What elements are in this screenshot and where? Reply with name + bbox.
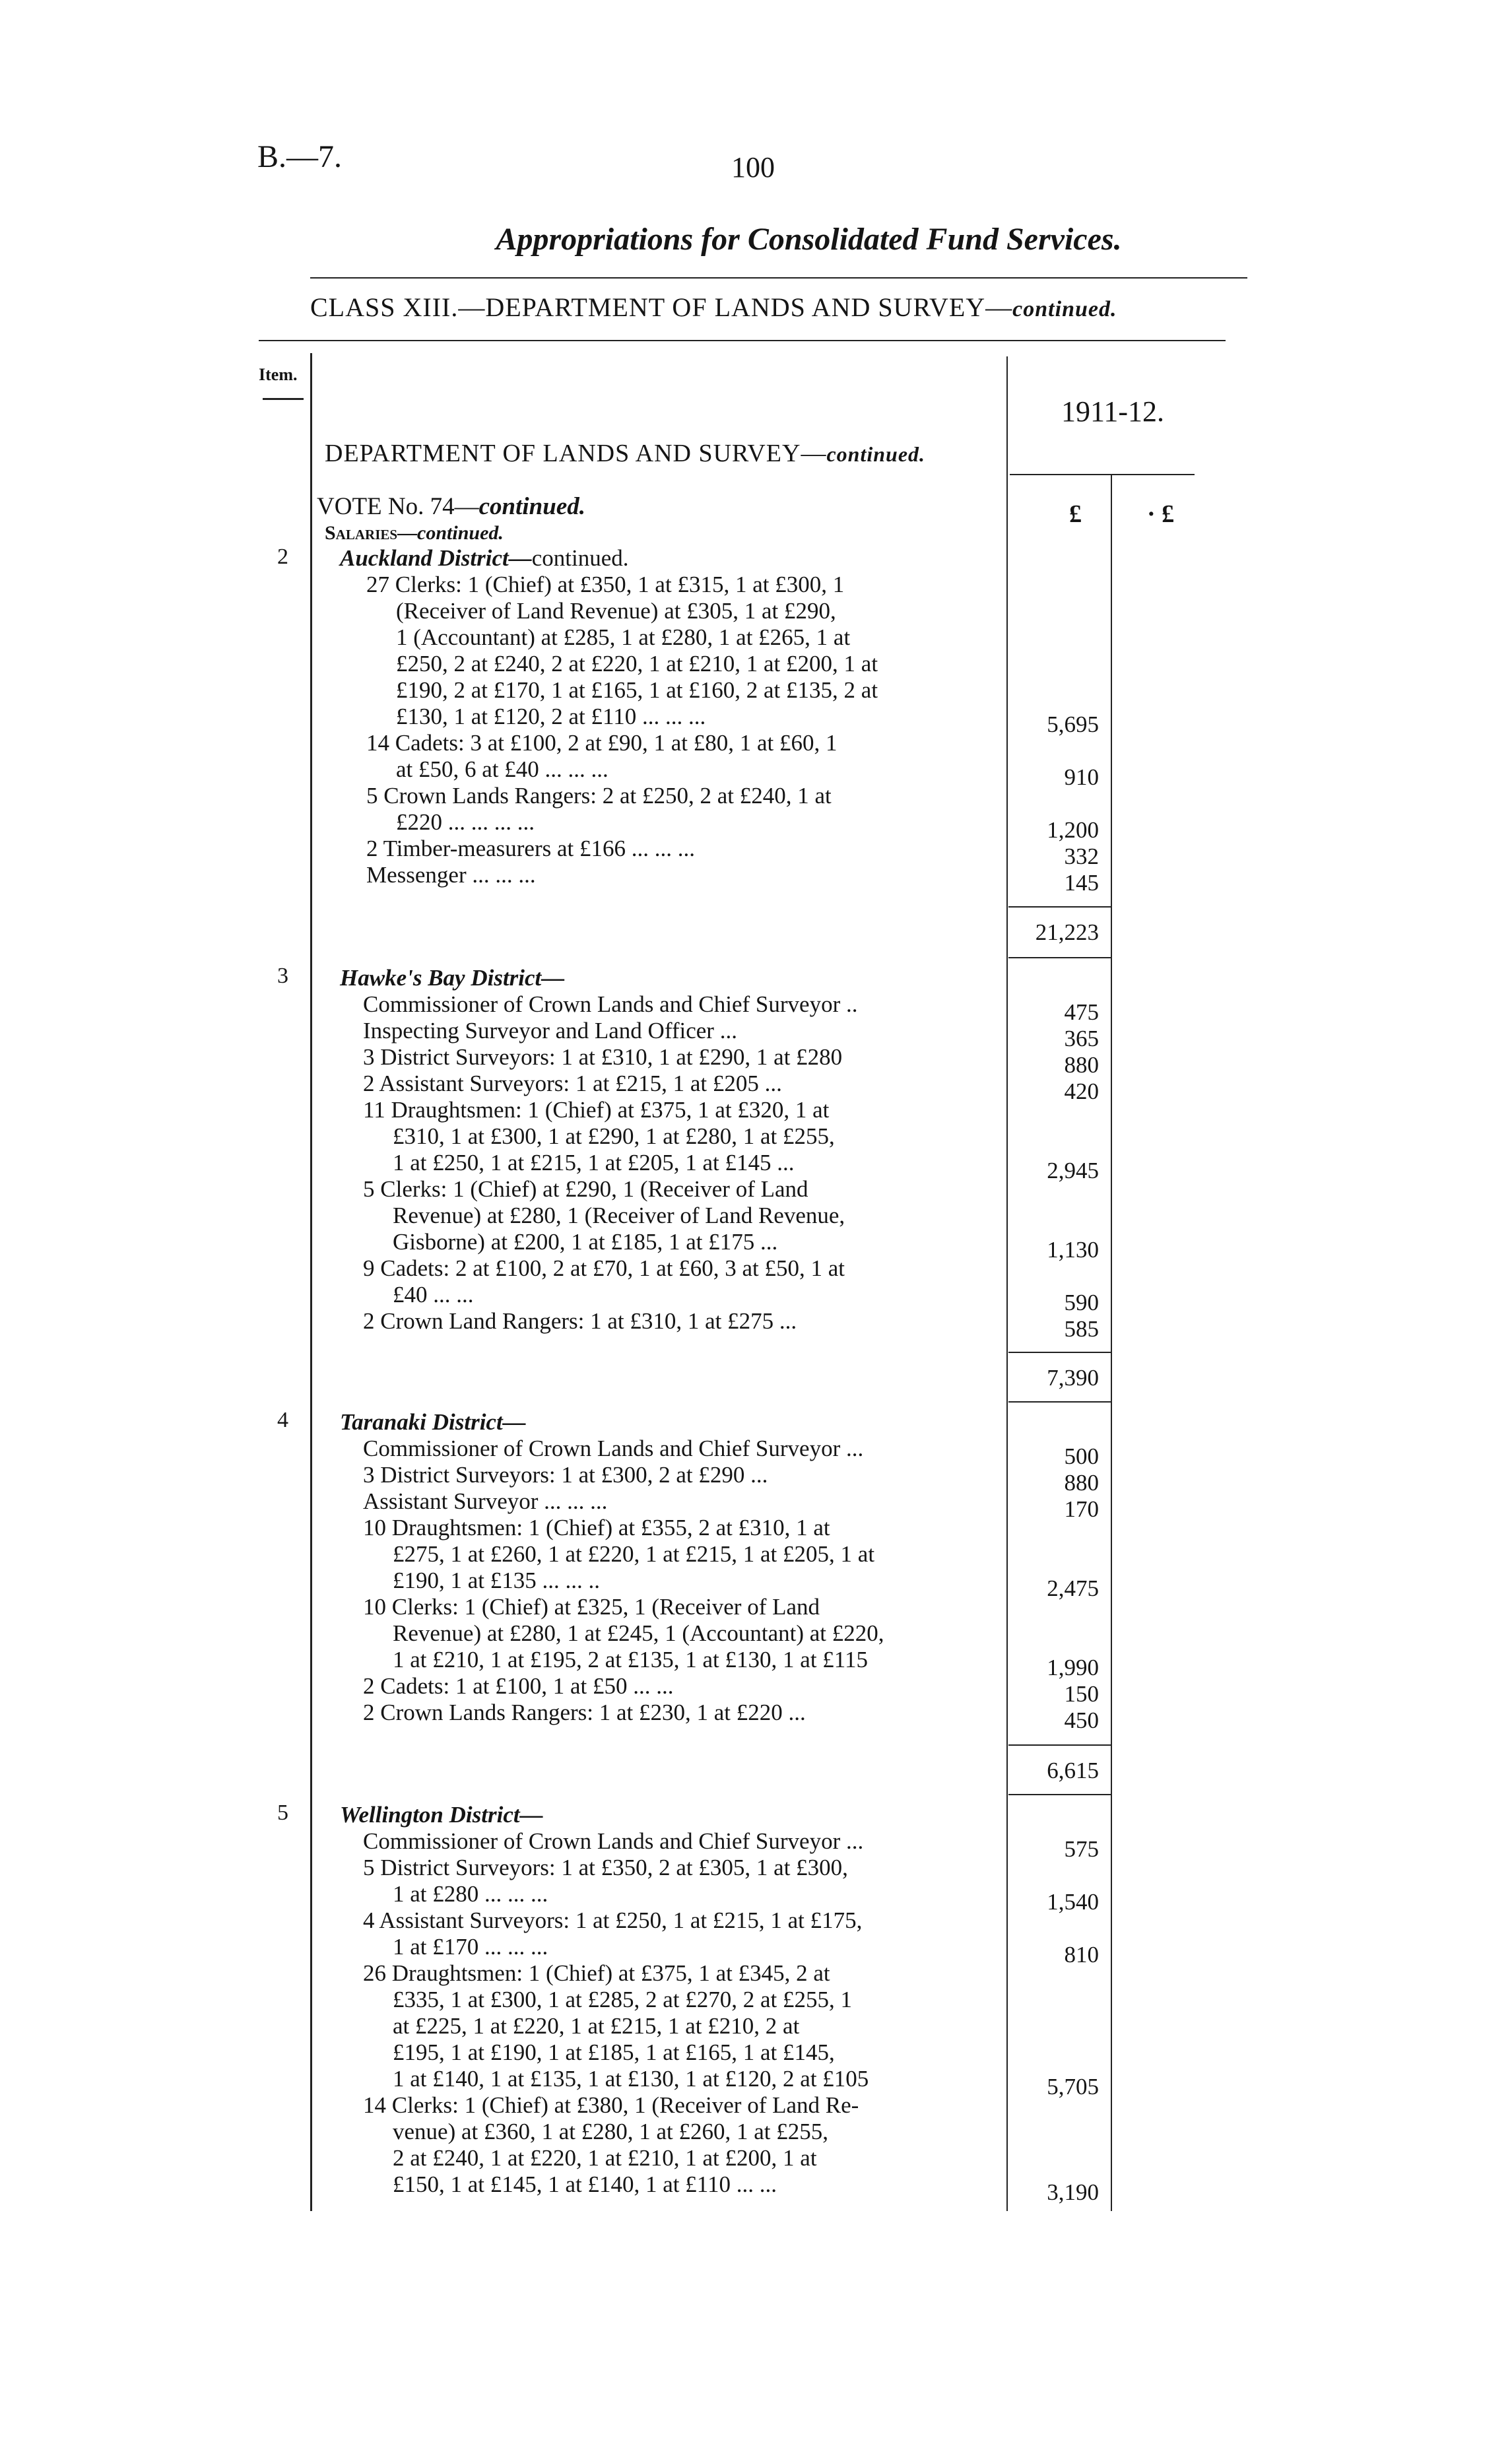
amount: 5,705 (1047, 2074, 1099, 2100)
section-total: 6,615 (1047, 1758, 1099, 1783)
financial-year: 1911-12. (1061, 395, 1165, 428)
salaries-label-continued: continued. (417, 522, 504, 544)
total-rule (1008, 1794, 1111, 1795)
line-item: £275, 1 at £260, 1 at £220, 1 at £215, 1 at £205, 1 at (393, 1541, 875, 1567)
amount: 1,200 (1047, 817, 1099, 843)
line-item: 1 at £280 ... ... ... (393, 1881, 548, 1907)
line-item: £250, 2 at £240, 2 at £220, 1 at £210, 1 at £200, 1 at (396, 651, 878, 677)
amount: 910 (1064, 764, 1099, 790)
line-item: Messenger ... ... ... (366, 862, 536, 888)
section-total: 7,390 (1047, 1365, 1099, 1391)
amount: 420 (1064, 1078, 1099, 1104)
amount: 150 (1064, 1681, 1099, 1707)
total-rule (1008, 957, 1111, 958)
department-heading-continued: continued. (826, 442, 926, 466)
line-item: 11 Draughtsmen: 1 (Chief) at £375, 1 at £320, 1 at (363, 1097, 830, 1123)
line-item: £40 ... ... (393, 1282, 474, 1307)
amount: 170 (1064, 1496, 1099, 1522)
section-heading (340, 1802, 543, 1828)
line-item: £335, 1 at £300, 1 at £285, 2 at £270, 2 at £255, 1 (393, 1987, 853, 2012)
rule-under-year (1010, 474, 1195, 475)
line-item: 2 at £240, 1 at £220, 1 at £210, 1 at £200, 1 at (393, 2145, 817, 2171)
amount: 1,540 (1047, 1889, 1099, 1915)
vote-label-continued: continued. (478, 493, 586, 520)
section-heading-name: Taranaki District— (340, 1409, 526, 1435)
amount: 2,475 (1047, 1575, 1099, 1601)
line-item: £150, 1 at £145, 1 at £140, 1 at £110 ... ... (393, 2171, 777, 2197)
line-item: 2 Crown Land Rangers: 1 at £310, 1 at £275 ... (363, 1308, 797, 1334)
line-item: 3 District Surveyors: 1 at £300, 2 at £290 ... (363, 1462, 768, 1488)
amount-column-divider-mid (1111, 475, 1112, 2211)
vote-label (317, 494, 585, 520)
line-item: £220 ... ... ... ... (396, 809, 535, 835)
amount: 590 (1064, 1290, 1099, 1315)
amount: 880 (1064, 1470, 1099, 1496)
line-item: at £50, 6 at £40 ... ... ... (396, 756, 608, 782)
line-item: 27 Clerks: 1 (Chief) at £350, 1 at £315, 1 at £300, 1 (366, 572, 845, 597)
line-item: £190, 1 at £135 ... ... .. (393, 1568, 601, 1593)
line-item: 1 (Accountant) at £285, 1 at £280, 1 at £265, 1 at (396, 624, 851, 650)
line-item: 3 District Surveyors: 1 at £310, 1 at £290, 1 at £280 (363, 1044, 843, 1070)
section-heading-name: Hawke's Bay District— (340, 965, 565, 991)
line-item: Gisborne) at £200, 1 at £185, 1 at £175 ... (393, 1229, 778, 1255)
department-heading-main: DEPARTMENT OF LANDS AND SURVEY— (325, 440, 827, 467)
section-heading-name: Auckland District— (340, 545, 532, 571)
amount: 332 (1064, 844, 1099, 869)
amount: 575 (1064, 1836, 1099, 1862)
line-item: 4 Assistant Surveyors: 1 at £250, 1 at £215, 1 at £175, (363, 1907, 863, 1933)
line-item: £130, 1 at £120, 2 at £110 ... ... ... (396, 704, 706, 729)
amount: 810 (1064, 1942, 1099, 1968)
section-heading-name: Wellington District— (340, 1802, 543, 1828)
line-item: 1 at £170 ... ... ... (393, 1934, 548, 1960)
rule-under-title (310, 277, 1247, 279)
line-item: 10 Clerks: 1 (Chief) at £325, 1 (Receiver of Land (363, 1594, 820, 1620)
total-rule (1008, 1352, 1111, 1353)
amount: 5,695 (1047, 711, 1099, 737)
section-heading (340, 1409, 526, 1436)
line-item: £195, 1 at £190, 1 at £185, 1 at £165, 1 at £145, (393, 2039, 835, 2065)
salaries-label-main: Salaries— (325, 522, 418, 544)
pound-unit-col2: · £ (1147, 500, 1175, 528)
item-number: 5 (277, 1801, 288, 1825)
amount: 475 (1064, 999, 1099, 1025)
line-item: 1 at £140, 1 at £135, 1 at £130, 1 at £120, 2 at £105 (393, 2066, 869, 2092)
line-item: Commissioner of Crown Lands and Chief Surveyor .. (363, 991, 858, 1017)
line-item: 2 Cadets: 1 at £100, 1 at £50 ... ... (363, 1673, 674, 1699)
line-item: 1 at £210, 1 at £195, 2 at £135, 1 at £130, 1 at £115 (393, 1647, 868, 1672)
section-heading (340, 965, 564, 991)
amount-column-divider-left (1006, 356, 1008, 2211)
amount: 450 (1064, 1707, 1099, 1733)
item-column-divider (310, 353, 312, 2211)
line-item: Assistant Surveyor ... ... ... (363, 1488, 608, 1514)
line-item: £190, 2 at £170, 1 at £165, 1 at £160, 2 at £135, 2 at (396, 677, 878, 703)
line-item: venue) at £360, 1 at £280, 1 at £260, 1 at £255, (393, 2119, 829, 2144)
amount: 585 (1064, 1316, 1099, 1342)
line-item: (Receiver of Land Revenue) at £305, 1 at £290, (396, 598, 836, 624)
line-item: 2 Assistant Surveyors: 1 at £215, 1 at £205 ... (363, 1071, 782, 1096)
line-item: 5 District Surveyors: 1 at £350, 2 at £305, 1 at £300, (363, 1855, 848, 1880)
line-item: Commissioner of Crown Lands and Chief Surveyor ... (363, 1828, 864, 1854)
line-item: 9 Cadets: 2 at £100, 2 at £70, 1 at £60, 3 at £50, 1 at (363, 1255, 845, 1281)
amount: 145 (1064, 870, 1099, 896)
line-item: Inspecting Surveyor and Land Officer ... (363, 1018, 737, 1043)
line-item: Revenue) at £280, 1 at £245, 1 (Accountant) at £220, (393, 1620, 884, 1646)
class-title (310, 292, 1117, 323)
page-reference: B.—7. (257, 139, 343, 174)
total-rule (1008, 906, 1111, 908)
amount: 500 (1064, 1443, 1099, 1469)
class-title-main: CLASS XIII.—DEPARTMENT OF LANDS AND SURVEY— (310, 292, 1013, 322)
section-heading (340, 545, 629, 572)
department-heading (325, 439, 925, 468)
line-item: 2 Crown Lands Rangers: 1 at £230, 1 at £220 ... (363, 1700, 806, 1725)
rule-under-item-label (263, 398, 304, 400)
item-column-header: Item. (259, 365, 298, 384)
line-item: at £225, 1 at £220, 1 at £215, 1 at £210, 2 at (393, 2013, 800, 2039)
total-rule (1008, 1744, 1111, 1746)
total-rule (1008, 1401, 1111, 1403)
amount: 1,990 (1047, 1655, 1099, 1680)
class-title-continued: continued. (1012, 297, 1117, 321)
vote-label-main: VOTE No. 74— (317, 493, 479, 520)
line-item: Commissioner of Crown Lands and Chief Surveyor ... (363, 1436, 864, 1461)
amount: 1,130 (1047, 1237, 1099, 1263)
section-total: 21,223 (1035, 919, 1099, 945)
line-item: Revenue) at £280, 1 (Receiver of Land Revenue, (393, 1203, 845, 1228)
pound-unit-col1: £ (1069, 500, 1082, 528)
page-title: Appropriations for Consolidated Fund Services. (496, 222, 1122, 257)
line-item: 5 Crown Lands Rangers: 2 at £250, 2 at £240, 1 at (366, 783, 832, 809)
amount: 880 (1064, 1052, 1099, 1078)
line-item: £310, 1 at £300, 1 at £290, 1 at £280, 1 at £255, (393, 1123, 835, 1149)
line-item: 2 Timber-measurers at £166 ... ... ... (366, 836, 695, 861)
amount: 2,945 (1047, 1158, 1099, 1183)
salaries-label (325, 520, 504, 546)
line-item: 14 Cadets: 3 at £100, 2 at £90, 1 at £80, 1 at £60, 1 (366, 730, 838, 756)
amount: 365 (1064, 1026, 1099, 1051)
line-item: 14 Clerks: 1 (Chief) at £380, 1 (Receiver of Land Re- (363, 2092, 859, 2118)
amount: 3,190 (1047, 2179, 1099, 2205)
item-number: 4 (277, 1408, 288, 1432)
section-heading-tail: continued. (531, 545, 629, 571)
line-item: 5 Clerks: 1 (Chief) at £290, 1 (Receiver of Land (363, 1176, 808, 1202)
page-number: 100 (731, 151, 775, 183)
line-item: 1 at £250, 1 at £215, 1 at £205, 1 at £145 ... (393, 1150, 795, 1175)
line-item: 10 Draughtsmen: 1 (Chief) at £355, 2 at £310, 1 at (363, 1515, 830, 1540)
rule-under-class (259, 340, 1226, 341)
item-number: 2 (277, 545, 288, 569)
line-item: 26 Draughtsmen: 1 (Chief) at £375, 1 at £345, 2 at (363, 1960, 830, 1986)
item-number: 3 (277, 964, 288, 988)
